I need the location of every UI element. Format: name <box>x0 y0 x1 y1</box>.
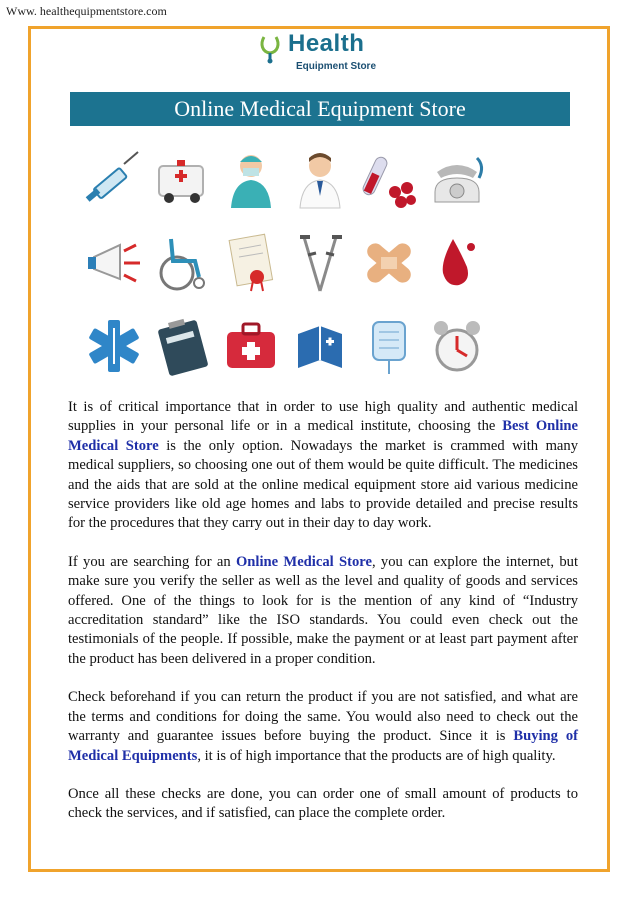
medical-icons-grid <box>80 138 560 388</box>
surgeon-icon <box>221 148 281 212</box>
logo[interactable] <box>258 30 388 78</box>
first-aid-kit-icon <box>221 314 281 378</box>
site-url[interactable]: Www. healthequipmentstore.com <box>6 4 167 18</box>
iv-bag-icon <box>359 314 419 378</box>
ambulance-icon <box>153 148 213 212</box>
star-of-life-icon <box>84 314 144 378</box>
syringe-icon <box>84 148 144 212</box>
megaphone-icon <box>84 231 144 295</box>
certificate-icon <box>221 231 281 295</box>
p1-text-before: It is of critical importance that in order to use high quality and authentic medical supplies in your personal life or in a medical institute, choosing the <box>68 399 578 435</box>
best-online-medical-store-link[interactable]: Best Online Medical Store <box>68 418 578 454</box>
doctor-icon <box>290 148 350 212</box>
article-body <box>68 398 578 843</box>
blood-drop-icon <box>427 231 487 295</box>
paragraph-2 <box>68 553 578 669</box>
paragraph-3 <box>68 688 578 766</box>
paragraph-1 <box>68 398 578 534</box>
bandage-icon <box>359 231 419 295</box>
paragraph-4: Once all these checks are done, you can order one of small amount of products to check the services, and if satisfied, can place the complete order. <box>68 785 578 822</box>
blood-tube-icon <box>359 148 419 212</box>
p2-text-after: , you can explore the internet, but make sure you verify the seller as well as the level and quality of goods and services offered. One of the things to look for is the mention of any kind of “Industry accreditation standard” like the ISO standards. You could even check out the testimonials of the people. If possible, make the payment or at least part payment after the product has been delivered in a proper condition. <box>68 553 579 667</box>
online-medical-store-link[interactable]: Online Medical Store <box>235 553 372 570</box>
medical-book-icon <box>290 314 350 378</box>
logo-word: Health <box>288 30 365 57</box>
alarm-clock-icon <box>427 314 487 378</box>
logo-subtitle: Equipment Store <box>296 61 377 72</box>
diagnosis-board-icon <box>153 314 213 378</box>
crutches-icon <box>290 231 350 295</box>
banner-title: Online Medical Equipment Store <box>70 92 570 126</box>
p3-text-before: Check beforehand if you can return the product if you are not satisfied, and what are the terms and conditions for doing the same. You would also need to check out the warranty and guarantee issues before buying the product. Since it is <box>68 689 578 745</box>
stethoscope-logo-icon <box>258 34 286 64</box>
p2-text-before: If you are searching for an <box>68 553 236 570</box>
wheelchair-icon <box>153 231 213 295</box>
p1-text-after: is the only option. Nowadays the market is crammed with many medical suppliers, so choosing one out of them would be quite difficult. The medicines and the aids that are sold at the online medical equipment store aid various medicine service providers like old age homes and labs to provide detailed and precise results for the procedures that they carry out in their day to day work. <box>68 437 578 532</box>
p3-text-after: , it is of high importance that the products are of high quality. <box>197 747 556 764</box>
telephone-icon <box>427 148 487 212</box>
buying-medical-equipments-link[interactable]: Buying of Medical Equipments <box>68 728 578 764</box>
